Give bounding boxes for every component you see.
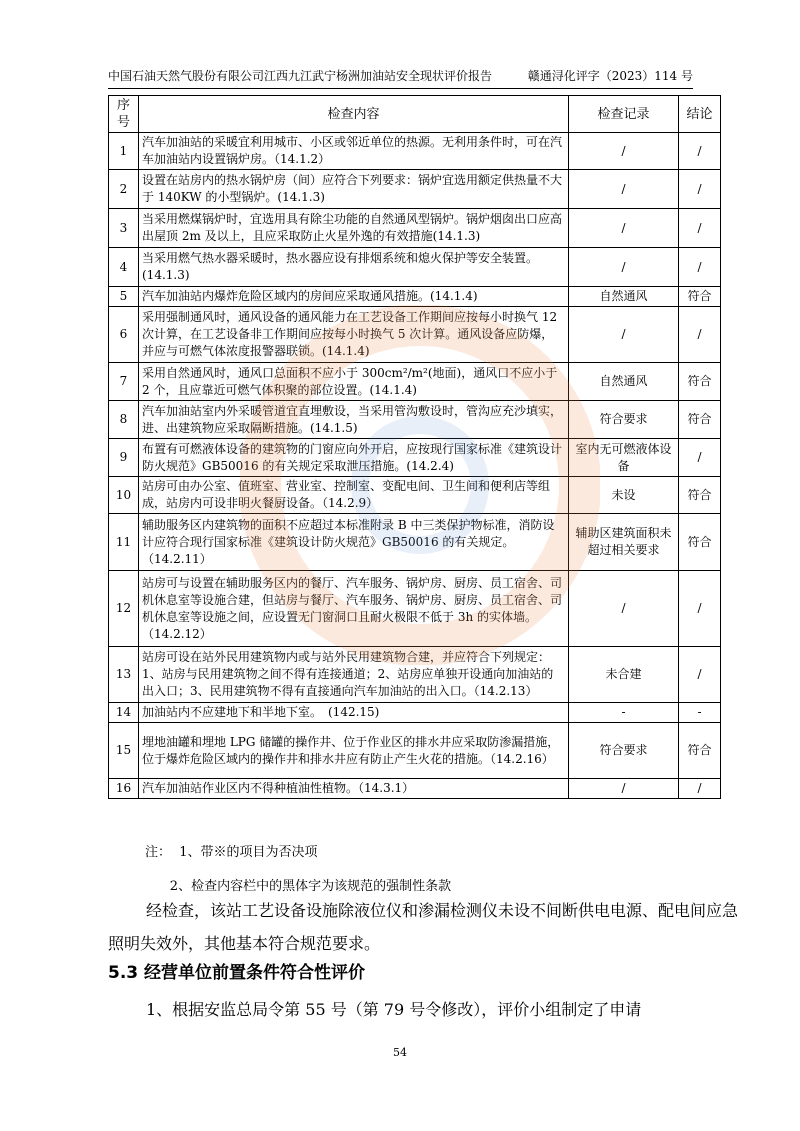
note-line-2: 2、检查内容栏中的黑体字为该规范的强制性条款	[145, 879, 452, 894]
table-row	[109, 514, 721, 571]
row-record: 符合要求	[569, 723, 679, 779]
row-check-item: 汽车加油站作业区内不得种植油性植物。（14.3.1）	[139, 779, 569, 799]
row-record: /	[569, 571, 679, 647]
row-number: 4	[109, 248, 139, 287]
row-record: /	[569, 248, 679, 287]
row-record: 未设	[569, 477, 679, 514]
row-check-item: 汽车加油站室内外采暖管道宜直埋敷设，当采用管沟敷设时，管沟应充沙填实，进、出建筑物应采取隔断措施。(14.1.5)	[139, 401, 569, 439]
column-header-item: 检查内容	[139, 96, 569, 133]
row-result: 符合	[679, 287, 721, 307]
table-row	[109, 170, 721, 209]
row-number: 16	[109, 779, 139, 799]
row-check-item: 当采用燃气热水器采暖时，热水器应设有排烟系统和熄火保护等安全装置。(14.1.3)	[139, 248, 569, 287]
section-paragraph: 1、根据安监总局令第 55 号（第 79 号令修改），评价小组制定了申请	[146, 1000, 642, 1019]
page-header	[108, 68, 693, 84]
row-record: -	[569, 703, 679, 723]
row-record: /	[569, 779, 679, 799]
row-number: 10	[109, 477, 139, 514]
row-number: 11	[109, 514, 139, 571]
table-header-row	[109, 96, 721, 133]
table-row	[109, 779, 721, 799]
row-result: 符合	[679, 363, 721, 401]
row-number: 13	[109, 647, 139, 703]
row-check-item: 辅助服务区内建筑物的面积不应超过本标准附录 B 中三类保护物标准，消防设计应符合现行国家标准《建筑设计防火规范》GB50016 的有关规定。（14.2.11）	[139, 514, 569, 571]
row-result: 符合	[679, 477, 721, 514]
header-report-title: 中国石油天然气股份有限公司江西九江武宁杨洲加油站安全现状评价报告	[108, 69, 493, 83]
header-divider	[108, 88, 693, 89]
table-row	[109, 209, 721, 248]
row-number: 14	[109, 703, 139, 723]
row-result: 符合	[679, 514, 721, 571]
row-check-item: 站房可由办公室、值班室、营业室、控制室、变配电间、卫生间和便利店等组成，站房内可设非明火餐厨设备。（14.2.9）	[139, 477, 569, 514]
table-row	[109, 647, 721, 703]
row-result: 符合	[679, 401, 721, 439]
inspection-table	[108, 95, 721, 799]
row-check-item: 埋地油罐和埋地 LPG 储罐的操作井、位于作业区的排水井应采取防渗漏措施，位于爆炸危险区域内的操作井和排水井应有防止产生火花的措施。（14.2.16）	[139, 723, 569, 779]
row-record: 辅助区建筑面积未超过相关要求	[569, 514, 679, 571]
row-check-item: 汽车加油站的采暖宜利用城市、小区或邻近单位的热源。无利用条件时，可在汽车加油站内设置锅炉房。（14.1.2）	[139, 133, 569, 170]
row-result: /	[679, 209, 721, 248]
row-check-item: 汽车加油站内爆炸危险区域内的房间应采取通风措施。(14.1.4)	[139, 287, 569, 307]
column-header-result: 结论	[679, 96, 721, 133]
row-result: /	[679, 647, 721, 703]
row-result: /	[679, 133, 721, 170]
row-record: 自然通风	[569, 363, 679, 401]
row-record: 符合要求	[569, 401, 679, 439]
row-number: 3	[109, 209, 139, 248]
row-check-item: 站房可设在站外民用建筑物内或与站外民用建筑物合建，并应符合下列规定：1、站房与民用建筑物之间不得有连接通道；2、站房应单独开设通向加油站的出入口；3、民用建筑物不得有直接通向汽车加油站的出入口。（14.2.13）	[139, 647, 569, 703]
row-number: 6	[109, 307, 139, 363]
conclusion-paragraph: 经检查，该站工艺设备设施除液位仪和渗漏检测仪未设不间断供电电源、配电间应急照明失效外，其他基本符合规范要求。	[108, 901, 739, 953]
note-line-1: 注： 1、带※的项目为否决项	[145, 845, 318, 860]
row-number: 9	[109, 439, 139, 477]
column-header-no: 序号	[109, 96, 139, 133]
row-number: 7	[109, 363, 139, 401]
row-record: /	[569, 307, 679, 363]
row-number: 12	[109, 571, 139, 647]
row-record: /	[569, 133, 679, 170]
table-row	[109, 287, 721, 307]
row-result: /	[679, 248, 721, 287]
row-check-item: 设置在站房内的热水锅炉房（间）应符合下列要求：锅炉宜选用额定供热量不大于 140KW 的小型锅炉。(14.1.3)	[139, 170, 569, 209]
row-check-item: 采用自然通风时，通风口总面积不应小于 300cm²/m²(地面)，通风口不应小于 2 个，且应靠近可燃气体积聚的部位设置。(14.1.4)	[139, 363, 569, 401]
table-row	[109, 723, 721, 779]
row-number: 8	[109, 401, 139, 439]
table-row	[109, 571, 721, 647]
row-check-item: 采用强制通风时，通风设备的通风能力在工艺设备工作期间应按每小时换气 12 次计算，在工艺设备非工作期间应按每小时换气 5 次计算。通风设备应防爆，并应与可燃气体浓度报警器联锁。(14.1.4)	[139, 307, 569, 363]
table-row	[109, 703, 721, 723]
table-row	[109, 439, 721, 477]
section-heading: 5.3 经营单位前置条件符合性评价	[108, 963, 366, 983]
row-check-item: 加油站内不应建地下和半地下室。 (142.15)	[139, 703, 569, 723]
page-number: 54	[393, 1046, 407, 1059]
row-check-item: 当采用燃煤锅炉时，宜选用具有除尘功能的自然通风型锅炉。锅炉烟囱出口应高出屋顶 2m 及以上，且应采取防止火星外逸的有效措施(14.1.3)	[139, 209, 569, 248]
table-row	[109, 477, 721, 514]
row-record: 未合建	[569, 647, 679, 703]
row-record: /	[569, 170, 679, 209]
row-result: 符合	[679, 723, 721, 779]
table-row	[109, 248, 721, 287]
row-number: 5	[109, 287, 139, 307]
row-check-item: 布置有可燃液体设备的建筑物的门窗应向外开启，应按现行国家标准《建筑设计防火规范》GB50016 的有关规定采取泄压措施。(14.2.4)	[139, 439, 569, 477]
row-result: -	[679, 703, 721, 723]
table-row	[109, 363, 721, 401]
row-number: 2	[109, 170, 139, 209]
table-row	[109, 133, 721, 170]
row-result: /	[679, 571, 721, 647]
row-number: 15	[109, 723, 139, 779]
row-result: /	[679, 307, 721, 363]
header-report-number: 赣通浔化评字（2023）114 号	[527, 69, 693, 83]
row-result: /	[679, 439, 721, 477]
row-result: /	[679, 170, 721, 209]
row-number: 1	[109, 133, 139, 170]
table-row	[109, 401, 721, 439]
row-check-item: 站房可与设置在辅助服务区内的餐厅、汽车服务、锅炉房、厨房、员工宿舍、司机休息室等设施合建，但站房与餐厅、汽车服务、锅炉房、厨房、员工宿舍、司机休息室等设施之间，应设置无门窗洞口且耐火极限不低于 3h 的实体墙。（14.2.12）	[139, 571, 569, 647]
row-result: /	[679, 779, 721, 799]
row-record: /	[569, 209, 679, 248]
table-row	[109, 307, 721, 363]
row-record: 自然通风	[569, 287, 679, 307]
column-header-record: 检查记录	[569, 96, 679, 133]
row-record: 室内无可燃液体设备	[569, 439, 679, 477]
